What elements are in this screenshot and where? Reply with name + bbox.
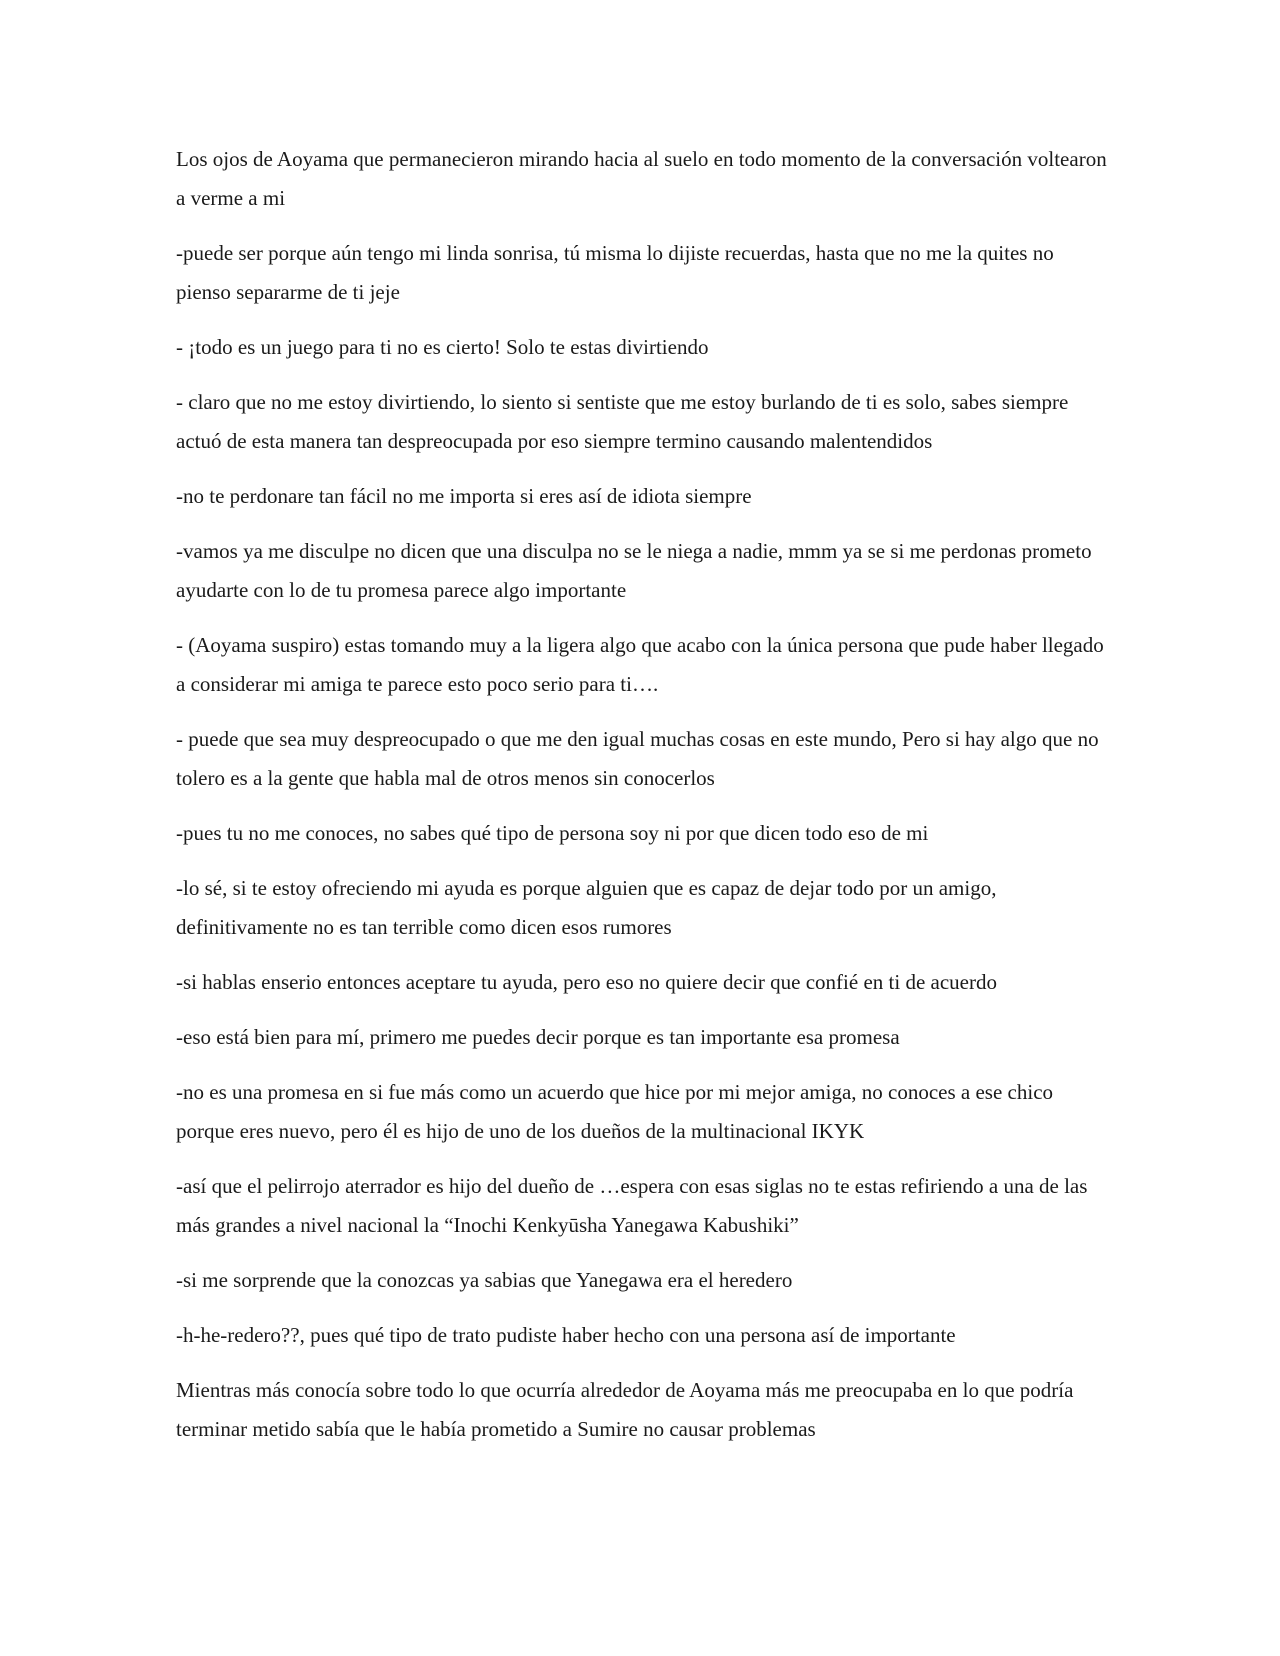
paragraph: -eso está bien para mí, primero me puedes decir porque es tan importante esa promesa: [176, 1025, 900, 1049]
paragraph: -si hablas enserio entonces aceptare tu ayuda, pero eso no quiere decir que confié en ti de acuerdo: [176, 970, 997, 994]
paragraph: - claro que no me estoy divirtiendo, lo siento si sentiste que me estoy burlando de ti es solo, sabes siempre actuó de esta manera tan despreocupada por eso siempre termino causando malentendidos: [176, 390, 1069, 453]
paragraph: -no te perdonare tan fácil no me importa si eres así de idiota siempre: [176, 484, 752, 508]
paragraph: -vamos ya me disculpe no dicen que una disculpa no se le niega a nadie, mmm ya se si me perdonas prometo ayudarte con lo de tu promesa parece algo importante: [176, 539, 1092, 602]
paragraph: -lo sé, si te estoy ofreciendo mi ayuda es porque alguien que es capaz de dejar todo por un amigo, definitivamente no es tan terrible como dicen esos rumores: [176, 876, 997, 939]
paragraph: -si me sorprende que la conozcas ya sabias que Yanegawa era el heredero: [176, 1268, 793, 1292]
paragraph: -puede ser porque aún tengo mi linda sonrisa, tú misma lo dijiste recuerdas, hasta que no me la quites no pienso separarme de ti jeje: [176, 241, 1054, 304]
body-text: [176, 140, 1112, 1465]
paragraph: -pues tu no me conoces, no sabes qué tipo de persona soy ni por que dicen todo eso de mi: [176, 821, 929, 845]
paragraph: - ¡todo es un juego para ti no es cierto! Solo te estas divirtiendo: [176, 335, 709, 359]
paragraph: -no es una promesa en si fue más como un acuerdo que hice por mi mejor amiga, no conoces a ese chico porque eres nuevo, pero él es hijo de uno de los dueños de la multinacional IKYK: [176, 1080, 1054, 1143]
paragraph: -así que el pelirrojo aterrador es hijo del dueño de …espera con esas siglas no te estas refiriendo a una de las más grandes a nivel nacional la “Inochi Kenkyūsha Yanegawa Kabushiki”: [176, 1174, 1088, 1237]
paragraph: - puede que sea muy despreocupado o que me den igual muchas cosas en este mundo, Pero si hay algo que no tolero es a la gente que habla mal de otros menos sin conocerlos: [176, 727, 1099, 790]
paragraph: Los ojos de Aoyama que permanecieron mirando hacia al suelo en todo momento de la conversación voltearon a verme a mi: [176, 147, 1107, 210]
paragraph: - (Aoyama suspiro) estas tomando muy a la ligera algo que acabo con la única persona que pude haber llegado a considerar mi amiga te parece esto poco serio para ti….: [176, 633, 1104, 696]
paragraph: -h-he-redero??, pues qué tipo de trato pudiste haber hecho con una persona así de importante: [176, 1323, 956, 1347]
paragraph: Mientras más conocía sobre todo lo que ocurría alrededor de Aoyama más me preocupaba en lo que podría terminar metido sabía que le había prometido a Sumire no causar problemas: [176, 1378, 1074, 1441]
